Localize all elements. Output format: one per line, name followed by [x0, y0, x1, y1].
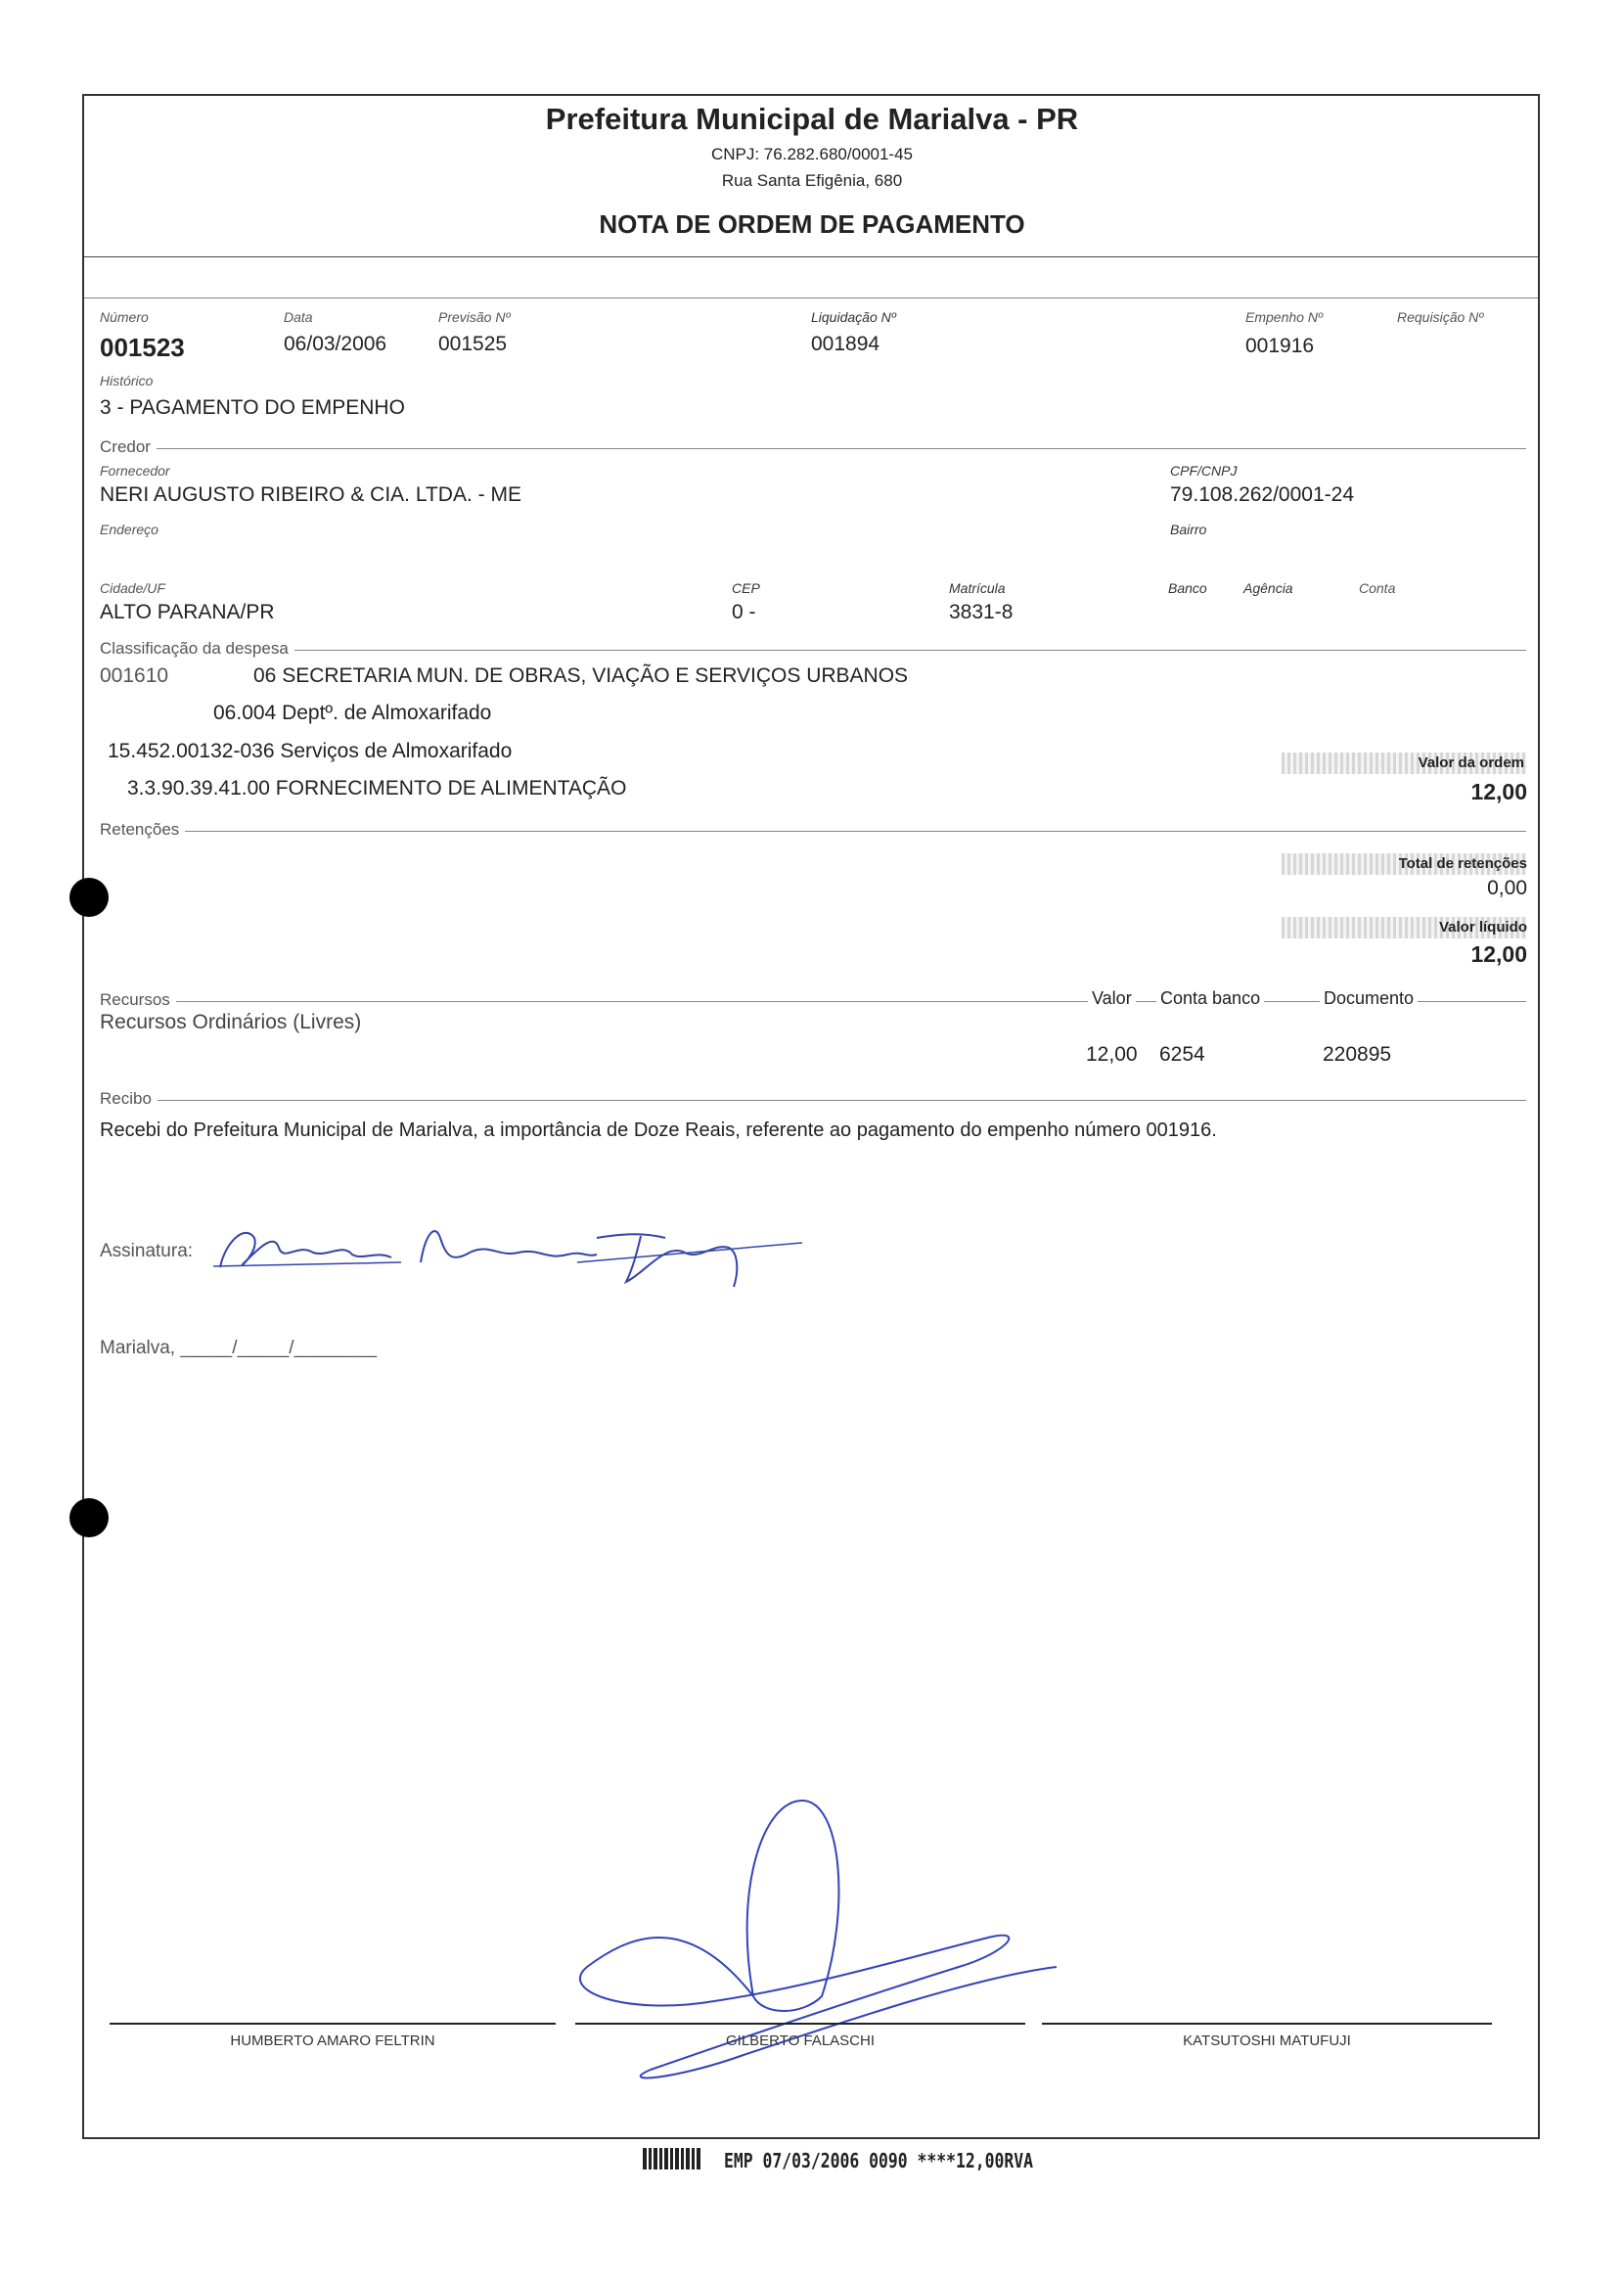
- previsao-value: 001525: [438, 333, 508, 355]
- recibo-section: Recibo: [100, 1089, 158, 1109]
- header-divider: [84, 256, 1538, 257]
- header-cnpj: CNPJ: 76.282.680/0001-45: [710, 145, 914, 163]
- recipient-signature: [205, 1204, 812, 1301]
- signature-line-3: [1042, 2023, 1492, 2025]
- recursos-valor-label: Valor: [1088, 988, 1136, 1009]
- requisicao-label: Requisição Nº: [1397, 309, 1484, 325]
- recibo-divider: [100, 1100, 1526, 1101]
- valor-liquido-label: Valor líquido: [1438, 919, 1527, 936]
- signatory-3: KATSUTOSHI MATUFUJI: [1183, 2032, 1351, 2049]
- empenho-value: 001916: [1245, 335, 1315, 357]
- recursos-descricao: Recursos Ordinários (Livres): [100, 1011, 362, 1033]
- recibo-text: Recebi do Prefeitura Municipal de Marialva, a importância de Doze Reais, referente ao pagamento do empenho número 001916.: [100, 1119, 1217, 1141]
- recursos-documento: 220895: [1323, 1043, 1392, 1066]
- doc-title: NOTA DE ORDEM DE PAGAMENTO: [599, 209, 1025, 239]
- retencoes-divider: [100, 831, 1526, 832]
- credor-divider: [100, 448, 1526, 449]
- cep-value: 0 -: [732, 601, 756, 623]
- official-signature: [567, 1791, 1076, 2104]
- classificacao-divider: [100, 650, 1526, 651]
- total-retencoes-value: 0,00: [1487, 877, 1527, 899]
- recursos-documento-label: Documento: [1320, 988, 1418, 1009]
- stamp-mark: [643, 2148, 701, 2169]
- cidade-label: Cidade/UF: [100, 580, 165, 596]
- classificacao-section: Classificação da despesa: [100, 639, 294, 659]
- cpf-label: CPF/CNPJ: [1170, 463, 1238, 479]
- payment-stamp: EMP 07/03/2006 0090 ****12,00RVA: [724, 2149, 1033, 2172]
- bairro-label: Bairro: [1170, 522, 1207, 537]
- historico-value: 3 - PAGAMENTO DO EMPENHO: [100, 396, 405, 419]
- fornecedor-label: Fornecedor: [100, 463, 170, 479]
- recursos-divider: [100, 1001, 1526, 1002]
- recursos-conta: 6254: [1159, 1043, 1205, 1066]
- valor-liquido-value: 12,00: [1470, 941, 1527, 967]
- matricula-label: Matrícula: [949, 580, 1006, 596]
- cidade-value: ALTO PARANA/PR: [100, 601, 275, 623]
- liquidacao-label: Liquidação Nº: [811, 309, 896, 325]
- cep-label: CEP: [732, 580, 760, 596]
- recursos-conta-label: Conta banco: [1156, 988, 1264, 1009]
- punch-hole-bottom: [69, 1498, 109, 1537]
- signatory-2: GILBERTO FALASCHI: [726, 2032, 875, 2049]
- numero-value: 001523: [100, 333, 185, 362]
- banco-label: Banco: [1168, 580, 1207, 596]
- header-divider-2: [84, 297, 1538, 298]
- classificacao-line3: 15.452.00132-036 Serviços de Almoxarifado: [108, 740, 513, 762]
- header-address: Rua Santa Efigênia, 680: [721, 171, 903, 190]
- classificacao-line4: 3.3.90.39.41.00 FORNECIMENTO DE ALIMENTAÇÃO: [127, 777, 627, 799]
- agencia-label: Agência: [1243, 580, 1293, 596]
- classificacao-line2: 06.004 Deptº. de Almoxarifado: [213, 702, 492, 724]
- header-title: Prefeitura Municipal de Marialva - PR: [545, 102, 1079, 136]
- cpf-value: 79.108.262/0001-24: [1170, 483, 1355, 506]
- previsao-label: Previsão Nº: [438, 309, 511, 325]
- endereco-label: Endereço: [100, 522, 158, 537]
- empenho-label: Empenho Nº: [1245, 309, 1324, 325]
- valor-ordem-value: 12,00: [1470, 779, 1527, 804]
- signatory-1: HUMBERTO AMARO FELTRIN: [230, 2032, 435, 2049]
- liquidacao-value: 001894: [811, 333, 880, 355]
- classificacao-code: 001610: [100, 664, 169, 687]
- fornecedor-value: NERI AUGUSTO RIBEIRO & CIA. LTDA. - ME: [100, 483, 521, 506]
- recursos-valor: 12,00: [1086, 1043, 1138, 1066]
- matricula-value: 3831-8: [949, 601, 1014, 623]
- numero-label: Número: [100, 309, 149, 325]
- punch-hole-top: [69, 878, 109, 917]
- retencoes-section: Retenções: [100, 820, 185, 840]
- historico-label: Histórico: [100, 373, 154, 388]
- credor-section: Credor: [100, 437, 157, 457]
- total-retencoes-label: Total de retenções: [1398, 855, 1527, 872]
- signature-line-1: [110, 2023, 556, 2025]
- assinatura-label: Assinatura:: [100, 1241, 194, 1261]
- local-date: Marialva, _____/_____/________: [100, 1338, 378, 1358]
- classificacao-line1: 06 SECRETARIA MUN. DE OBRAS, VIAÇÃO E SERVIÇOS URBANOS: [253, 664, 909, 687]
- conta-label: Conta: [1359, 580, 1396, 596]
- signature-line-2: [575, 2023, 1025, 2025]
- data-label: Data: [284, 309, 313, 325]
- data-value: 06/03/2006: [284, 333, 387, 355]
- recursos-section: Recursos: [100, 990, 176, 1010]
- valor-ordem-label: Valor da ordem: [1418, 754, 1524, 771]
